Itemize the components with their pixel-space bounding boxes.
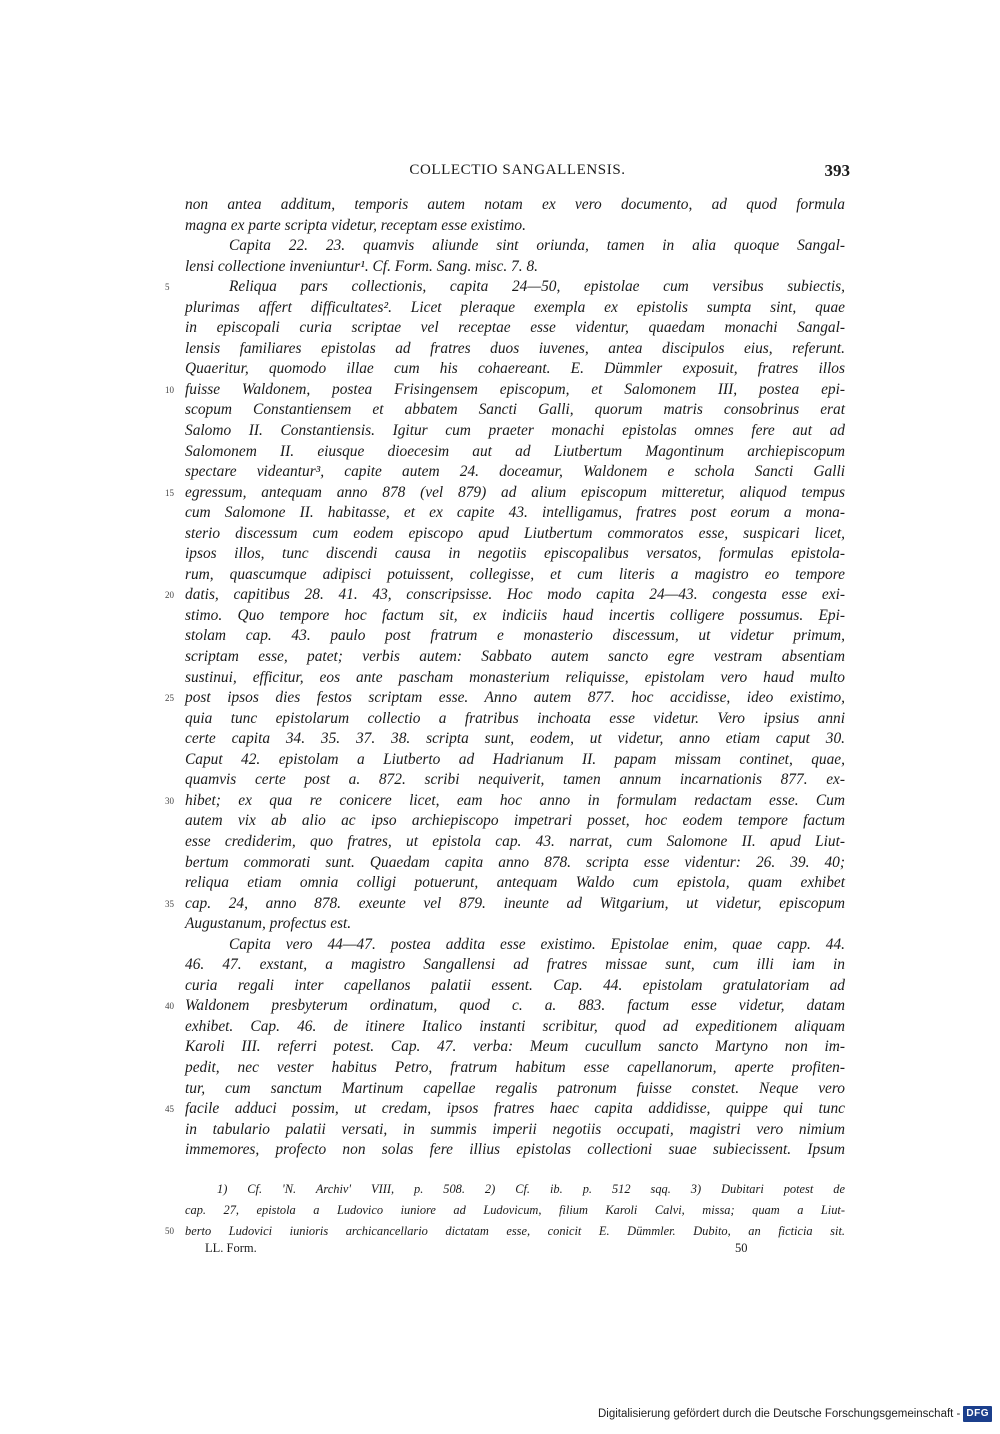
- line-text: Karoli III. referri potest. Cap. 47. verba: Meum cucullum sancto Martyno non im-: [185, 1038, 845, 1056]
- line-text: magna ex parte scripta videtur, receptam esse existimo.: [185, 216, 526, 234]
- text-line: [185, 359, 845, 380]
- text-line: [185, 832, 845, 853]
- footnote-line: [185, 1179, 845, 1200]
- text-line: [165, 380, 845, 401]
- series-signature: LL. Form.: [205, 1241, 257, 1255]
- text-line: [185, 524, 845, 545]
- text-line: [185, 462, 845, 483]
- text-line: [185, 811, 845, 832]
- text-line: [185, 626, 845, 647]
- funding-text: Digitalisierung gefördert durch die Deutsche Forschungsgemeinschaft -: [597, 1408, 961, 1420]
- text-line: [185, 1079, 845, 1100]
- line-text: datis, capitibus 28. 41. 43, conscripsisse. Hoc modo capita 24—43. congesta esse exi-: [185, 586, 845, 604]
- line-text: Augustanum, profectus est.: [185, 915, 352, 933]
- footnote-line: [165, 1221, 845, 1242]
- main-text: [165, 195, 845, 1161]
- line-text: exhibet. Cap. 46. de itinere Italico instanti scribitur, quod ad expeditionem aliquam: [185, 1017, 845, 1035]
- line-text: immemores, profecto non solas fere illius epistolas collectioni suae subiecissent. Ipsum: [185, 1141, 845, 1159]
- text-line: [165, 894, 845, 915]
- line-text: tur, cum sanctum Martinum capellae regalis patronum fuisse constet. Neque vero: [185, 1079, 845, 1097]
- line-number: 25: [165, 693, 174, 704]
- line-text: scopum Constantiensem et abbatem Sancti Galli, quorum matris consobrinus erat: [185, 401, 845, 419]
- text-line: [185, 750, 845, 771]
- text-line: [185, 442, 845, 463]
- text-line: [165, 688, 845, 709]
- line-text: stolam cap. 43. paulo post fratrum e monasterio discessum, ut videtur primum,: [185, 627, 845, 645]
- line-text: Salomonem II. eiusque dioecesim aut ad Liutbertum Magontinum archiepiscopum: [185, 442, 845, 460]
- text-line: [185, 1037, 845, 1058]
- line-number: 15: [165, 487, 174, 498]
- line-text: egressum, antequam anno 878 (vel 879) ad alium episcopum mitteretur, aliquod tempus: [185, 483, 845, 501]
- footnotes: [165, 1179, 845, 1242]
- text-line: [165, 483, 845, 504]
- text-line: [185, 647, 845, 668]
- line-text: in episcopali curia scriptae vel receptae esse videntur, quaedam monachi Sangal-: [185, 319, 845, 337]
- line-text: sterio discessum cum eodem episcopo apud Liutbertum commoratos esse, suspicari licet,: [185, 524, 845, 542]
- text-line: [185, 709, 845, 730]
- line-text: sustinui, efficitur, eos ante pascham monasterium reliquisse, epistolam vero haud multo: [185, 668, 845, 686]
- line-text: ipsos illos, tunc discendi causa in negotiis episcopalibus versatos, formulas epistola-: [185, 545, 845, 563]
- page-footer: [205, 1241, 825, 1261]
- line-text: spectare videantur³, capite autem 24. doceamur, Waldonem e schola Sancti Galli: [185, 463, 845, 481]
- line-text: 1) Cf. 'N. Archiv' VIII, p. 508. 2) Cf. ib. p. 512 sqq. 3) Dubitari potest de: [217, 1182, 845, 1196]
- text-line: [185, 853, 845, 874]
- text-line: [185, 544, 845, 565]
- line-text: rum, quascumque adipisci potuissent, collegisse, et cum literis a magistro eo tempore: [185, 565, 845, 583]
- line-text: cap. 27, epistola a Ludovico iuniore ad Ludovicum, filium Karoli Calvi, missa; quam a Liut-: [185, 1203, 845, 1217]
- text-line: [185, 298, 845, 319]
- line-text: Reliqua pars collectionis, capita 24—50, epistolae cum versibus subiectis,: [229, 278, 845, 296]
- page-number: 393: [824, 161, 850, 180]
- text-line: [185, 955, 845, 976]
- dfg-logo: DFG: [963, 1406, 992, 1422]
- text-line: [185, 606, 845, 627]
- text-line: [185, 914, 845, 935]
- line-text: cap. 24, anno 878. exeunte vel 879. ineunte ad Witgarium, ut videtur, episcopum: [185, 894, 845, 912]
- text-line: [185, 935, 845, 956]
- funding-banner[interactable]: [598, 1406, 992, 1422]
- text-line: [185, 770, 845, 791]
- line-text: Caput 42. epistolam a Liutberto ad Hadrianum II. papam missam continet, quae,: [185, 750, 845, 768]
- text-line: [165, 585, 845, 606]
- text-line: [185, 236, 845, 257]
- line-text: Quaeritur, quomodo illae cum his cohaereant. E. Dümmler exposuit, fratres illos: [185, 360, 845, 378]
- line-number: 20: [165, 590, 174, 601]
- line-text: Capita vero 44—47. postea addita esse existimo. Epistolae enim, quae capp. 44.: [229, 935, 845, 953]
- line-text: lensi collectione inveniuntur¹. Cf. Form. Sang. misc. 7. 8.: [185, 257, 538, 275]
- line-number: 40: [165, 1001, 174, 1012]
- line-text: cum Salomone II. habitasse, et ex capite 43. intelligamus, fratres post eorum a mona-: [185, 504, 845, 522]
- line-text: facile adduci possim, ut credam, ipsos fratres haec capita addidisse, quippe qui tunc: [185, 1100, 845, 1118]
- page-header: [185, 160, 850, 184]
- text-line: [185, 216, 845, 237]
- text-line: [185, 1120, 845, 1141]
- line-text: scriptam esse, patet; verbis autem: Sabbato autem sancto egre vestram absentiam: [185, 648, 845, 666]
- text-line: [185, 339, 845, 360]
- text-line: [165, 791, 845, 812]
- text-line: [185, 421, 845, 442]
- text-line: [165, 1099, 845, 1120]
- line-text: lensis familiares epistolas ad fratres duos iuvenes, antea discipulos eius, referunt.: [185, 339, 845, 357]
- text-line: [185, 729, 845, 750]
- running-head: COLLECTIO SANGALLENSIS.: [409, 162, 626, 178]
- text-line: [185, 503, 845, 524]
- line-text: plurimas affert difficultates². Licet pleraque exempla ex epistolis sumpta sint, quae: [185, 298, 845, 316]
- line-text: reliqua etiam omnia colligi potuerunt, antequam Waldo cum epistola, quam exhibet: [185, 874, 845, 892]
- line-text: esse crediderim, quo fratres, ut epistola cap. 43. narrat, cum Salomone II. apud Liut-: [185, 832, 845, 850]
- line-text: autem vix ab alio ac ipso archiepiscopo impetrari posset, hoc eodem tempore factum: [185, 812, 845, 830]
- line-text: in tabulario palatii versati, in summis imperii negotiis occupati, magistri vero nimium: [185, 1120, 845, 1138]
- text-line: [185, 668, 845, 689]
- line-number: 50: [165, 1226, 174, 1236]
- text-line: [185, 1140, 845, 1161]
- line-text: certe capita 34. 35. 37. 38. scripta sunt, eodem, ut videtur, anno etiam caput 30.: [185, 730, 845, 748]
- text-line: [185, 1058, 845, 1079]
- text-line: [185, 400, 845, 421]
- footnote-line: [185, 1200, 845, 1221]
- text-line: [165, 996, 845, 1017]
- text-line: [185, 1017, 845, 1038]
- line-number: 35: [165, 898, 174, 909]
- line-text: Waldonem presbyterum ordinatum, quod c. a. 883. factum esse videtur, datam: [185, 997, 845, 1015]
- line-text: quia tunc epistolarum collectio a fratribus inchoata esse videtur. Vero ipsius anni: [185, 709, 845, 727]
- line-text: 46. 47. exstant, a magistro Sangallensi ad fratres missae sunt, cum illi iam in: [185, 956, 845, 974]
- text-line: [185, 873, 845, 894]
- line-text: post ipsos dies festos scriptam esse. Anno autem 877. hoc accidisse, ideo existimo,: [185, 689, 845, 707]
- line-text: pedit, nec vester habitus Petro, fratrum habitum esse capellanorum, aperte profiten-: [185, 1058, 845, 1076]
- line-text: fuisse Waldonem, postea Frisingensem episcopum, et Salomonem III, postea epi-: [185, 380, 845, 398]
- line-text: curia regali inter capellanos palatii essent. Cap. 44. epistolam gratulatoriam ad: [185, 976, 845, 994]
- line-text: hibet; ex qua re conicere licet, eam hoc anno in formulam redactam esse. Cum: [185, 791, 845, 809]
- line-text: stimo. Quo tempore hoc factum sit, ex indiciis haud incertis colligere possumus. Epi-: [185, 606, 845, 624]
- line-text: bertum commorati sunt. Quaedam capita anno 878. scripta esse videntur: 26. 39. 40;: [185, 853, 845, 871]
- line-number: 30: [165, 795, 174, 806]
- line-number: 45: [165, 1104, 174, 1115]
- line-number: 5: [165, 282, 170, 293]
- text-line: [185, 195, 845, 216]
- line-text: non antea additum, temporis autem notam ex vero documento, ad quod formula: [185, 196, 845, 213]
- text-line: [185, 257, 845, 278]
- line-text: quamvis certe post a. 872. scribi nequiverit, tamen annum incarnationis 877. ex-: [185, 771, 845, 789]
- text-line: [165, 277, 845, 298]
- sheet-signature: 50: [735, 1241, 748, 1255]
- line-text: Capita 22. 23. quamvis aliunde sint oriunda, tamen in alia quoque Sangal-: [229, 237, 845, 255]
- text-line: [185, 565, 845, 586]
- line-text: berto Ludovici iunioris archicancellario dictatam esse, conicit E. Dümmler. Dubito, an ficticia sit.: [185, 1224, 845, 1238]
- line-text: Salomo II. Constantiensis. Igitur cum praeter monachi epistolas omnes fere aut ad: [185, 422, 845, 440]
- line-number: 10: [165, 384, 174, 395]
- text-line: [185, 318, 845, 339]
- text-line: [185, 976, 845, 997]
